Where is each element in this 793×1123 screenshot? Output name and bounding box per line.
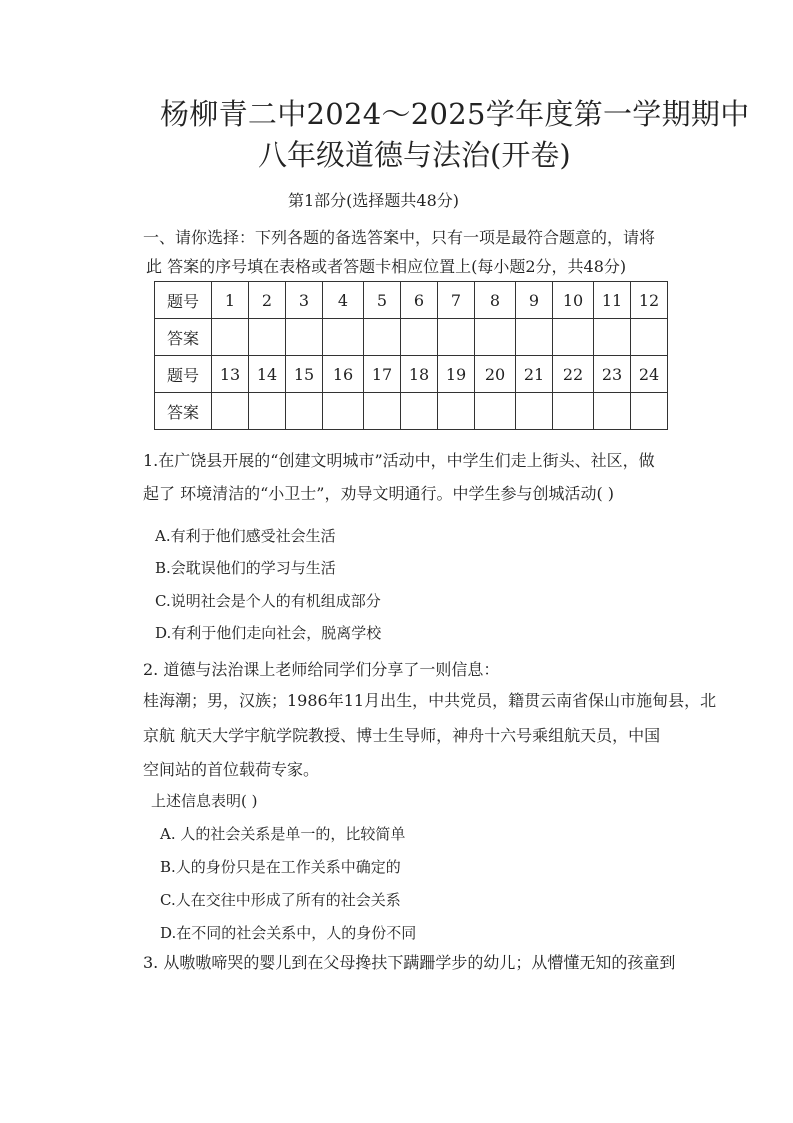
- question-1-option-a[interactable]: A.有利于他们感受社会生活: [155, 527, 336, 545]
- answer-cell[interactable]: [516, 319, 553, 356]
- question-3-stem-line1: 3. 从嗷嗷啼哭的婴儿到在父母搀扶下蹒跚学步的幼儿；从懵懂无知的孩童到: [143, 953, 676, 972]
- table-cell-number: 14: [249, 356, 286, 393]
- answer-cell[interactable]: [438, 393, 475, 430]
- question-1-stem-line1: 1.在广饶县开展的“创建文明城市”活动中，中学生们走上街头、社区，做: [143, 451, 655, 470]
- answer-cell[interactable]: [631, 319, 668, 356]
- row-label-answer: 答案: [155, 319, 212, 356]
- question-2-stem-line1: 2. 道德与法治课上老师给同学们分享了一则信息：: [143, 660, 500, 679]
- table-cell-number: 23: [594, 356, 631, 393]
- question-2-option-a[interactable]: A. 人的社会关系是单一的，比较简单: [160, 825, 406, 843]
- table-cell-number: 15: [286, 356, 323, 393]
- table-cell-number: 4: [323, 282, 364, 319]
- table-cell-number: 5: [364, 282, 401, 319]
- answer-cell[interactable]: [286, 319, 323, 356]
- table-cell-number: 2: [249, 282, 286, 319]
- table-cell-number: 16: [323, 356, 364, 393]
- part1-heading: 第1部分(选择题共48分): [288, 191, 460, 210]
- answer-cell[interactable]: [475, 393, 516, 430]
- question-1-option-d[interactable]: D.有利于他们走向社会，脱离学校: [155, 624, 382, 642]
- question-2-option-b[interactable]: B.人的身份只是在工作关系中确定的: [160, 858, 401, 876]
- answer-cell[interactable]: [594, 393, 631, 430]
- table-cell-number: 11: [594, 282, 631, 319]
- answer-cell[interactable]: [212, 393, 249, 430]
- question-2-prompt: 上述信息表明( ): [151, 792, 258, 810]
- answer-cell[interactable]: [401, 393, 438, 430]
- table-cell-number: 18: [401, 356, 438, 393]
- table-cell-number: 13: [212, 356, 249, 393]
- table-cell-number: 9: [516, 282, 553, 319]
- question-2-option-c[interactable]: C.人在交往中形成了所有的社会关系: [160, 891, 401, 909]
- answer-cell[interactable]: [438, 319, 475, 356]
- answer-cell[interactable]: [364, 319, 401, 356]
- answer-cell[interactable]: [212, 319, 249, 356]
- table-row-numbers-1: [155, 282, 668, 319]
- answer-cell[interactable]: [249, 319, 286, 356]
- question-1-option-c[interactable]: C.说明社会是个人的有机组成部分: [155, 592, 381, 610]
- question-1-option-b[interactable]: B.会耽误他们的学习与生活: [155, 559, 336, 577]
- exam-title-line1: 杨柳青二中2024～2025学年度第一学期期中: [160, 97, 750, 131]
- table-cell-number: 6: [401, 282, 438, 319]
- question-2-stem-line2: 桂海潮；男，汉族；1986年11月出生，中共党员，籍贯云南省保山市施甸县，北: [143, 691, 717, 710]
- answer-cell[interactable]: [631, 393, 668, 430]
- table-cell-number: 24: [631, 356, 668, 393]
- answer-cell[interactable]: [323, 393, 364, 430]
- question-2-stem-line4: 空间站的首位载荷专家。: [143, 760, 320, 779]
- exam-title-line2: 八年级道德与法治(开卷): [258, 138, 571, 172]
- answer-cell[interactable]: [249, 393, 286, 430]
- row-label-number: 题号: [155, 356, 212, 393]
- table-cell-number: 20: [475, 356, 516, 393]
- question-2-option-d[interactable]: D.在不同的社会关系中，人的身份不同: [160, 924, 417, 942]
- row-label-number: 题号: [155, 282, 212, 319]
- table-cell-number: 17: [364, 356, 401, 393]
- answer-cell[interactable]: [553, 393, 594, 430]
- answer-cell[interactable]: [364, 393, 401, 430]
- instruction-line1: 一、请你选择：下列各题的备选答案中，只有一项是最符合题意的，请将: [143, 228, 656, 247]
- instruction-line2: 此 答案的序号填在表格或者答题卡相应位置上(每小题2分，共48分): [146, 257, 627, 276]
- answer-cell[interactable]: [553, 319, 594, 356]
- answer-cell[interactable]: [401, 319, 438, 356]
- answer-cell[interactable]: [475, 319, 516, 356]
- answer-cell[interactable]: [594, 319, 631, 356]
- table-cell-number: 10: [553, 282, 594, 319]
- question-2-stem-line3: 京航 航天大学宇航学院教授、博士生导师，神舟十六号乘组航天员，中国: [143, 726, 661, 745]
- answer-cell[interactable]: [323, 319, 364, 356]
- table-cell-number: 19: [438, 356, 475, 393]
- table-cell-number: 1: [212, 282, 249, 319]
- table-row-answers-1: [155, 319, 668, 356]
- question-1-stem-line2: 起了 环境清洁的“小卫士”，劝导文明通行。中学生参与创城活动( ): [143, 484, 615, 503]
- answer-cell[interactable]: [286, 393, 323, 430]
- row-label-answer: 答案: [155, 393, 212, 430]
- table-row-numbers-2: [155, 356, 668, 393]
- table-cell-number: 3: [286, 282, 323, 319]
- table-cell-number: 22: [553, 356, 594, 393]
- table-row-answers-2: [155, 393, 668, 430]
- table-cell-number: 12: [631, 282, 668, 319]
- answer-cell[interactable]: [516, 393, 553, 430]
- table-cell-number: 8: [475, 282, 516, 319]
- table-cell-number: 21: [516, 356, 553, 393]
- table-cell-number: 7: [438, 282, 475, 319]
- answer-table: [154, 281, 668, 430]
